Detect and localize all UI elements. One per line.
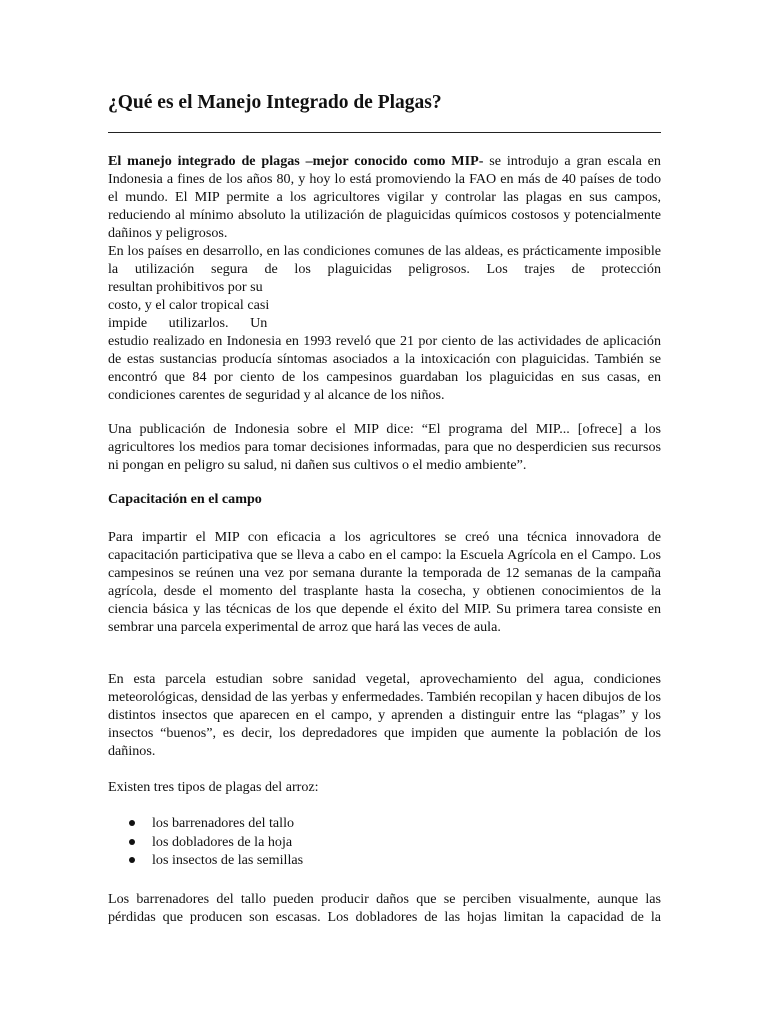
wrap-line-2: costo, y el calor tropical casi <box>108 297 270 313</box>
list-item: los insectos de las semillas <box>108 851 303 870</box>
bullet-icon <box>129 820 135 826</box>
paragraph-indonesia-study: estudio realizado en Indonesia en 1993 reveló que 21 por ciento de las actividades de aplicación de estas sustancias producía síntomas asociados a la intoxicación con plaguicidas. También se encontró que 84 por ciento de los campesinos guardaban los plaguicidas en sus casas, en condiciones carentes de seguridad y al alcance de los niños. <box>108 333 661 404</box>
paragraph-field-school: Para impartir el MIP con eficacia a los agricultores se creó una técnica innovadora de capacitación participativa que se lleva a cabo en el campo: la Escuela Agrícola en el Campo. Los campesinos se reúnen una vez por semana durante la temporada de 12 semanas de la campaña agrícola, desde el momento del trasplante hasta la cosecha, y obtienen conocimientos de la ciencia básica y las técnicas de los que depende el éxito del MIP. Su primera tarea consiste en sembrar una parcela experimental de arroz que hará las veces de aula. <box>108 529 661 636</box>
list-item: los barrenadores del tallo <box>108 814 303 833</box>
paragraph-publication-quote: Una publicación de Indonesia sobre el MIP dice: “El programa del MIP... [ofrece] a los agricultores los medios para tomar decisiones informadas, para que no desperdicien sus recursos ni pongan en peligro su salud, ni dañen sus cultivos o el medio ambiente”. <box>108 421 661 474</box>
title-divider <box>108 132 661 133</box>
list-item: los dobladores de la hoja <box>108 833 303 852</box>
mip-definition-bold: El manejo integrado de plagas –mejor conocido como MIP- <box>108 153 484 169</box>
paragraph-stem-borers: Los barrenadores del tallo pueden producir daños que se perciben visualmente, aunque las pérdidas que producen son escasas. Los dobladores de las hojas limitan la capacidad de la <box>108 891 661 926</box>
bullet-icon <box>129 839 135 845</box>
document-title: ¿Qué es el Manejo Integrado de Plagas? <box>108 92 442 113</box>
paragraph-experimental-plot: En esta parcela estudian sobre sanidad vegetal, aprovechamiento del agua, condiciones meteorológicas, densidad de las yerbas y enfermedades. También recopilan y hacen dibujos de los distintos insectos que aparecen en el campo, y aprenden a distinguir entre las “plagas” y los insectos “buenos”, es decir, los depredadores que impiden que aumente la población de los dañinos. <box>108 671 661 760</box>
bullet-icon <box>129 857 135 863</box>
paragraph-developing-countries: En los países en desarrollo, en las condiciones comunes de las aldeas, es prácticamente imposible la utilización segura de los plaguicidas peligrosos. Los trajes de protección <box>108 243 661 278</box>
pest-types-list <box>108 814 303 870</box>
wrap-line-3: impide utilizarlos. Un <box>108 315 268 331</box>
wrap-line-1: resultan prohibitivos por su <box>108 279 263 295</box>
mip-definition-text: se introdujo a gran escala en Indonesia a fines de los años 80, y hoy lo está promoviendo la FAO en más de 40 países de todo el mundo. El MIP permite a los agricultores vigilar y controlar las plagas en sus campos, reduciendo al mínimo absoluto la utilización de plaguicidas químicos costosos y potencialmente dañinos y peligrosos. <box>108 153 661 242</box>
paragraph-mip-intro <box>108 152 661 242</box>
section-heading-training: Capacitación en el campo <box>108 491 262 507</box>
paragraph-pest-types-intro: Existen tres tipos de plagas del arroz: <box>108 779 319 795</box>
